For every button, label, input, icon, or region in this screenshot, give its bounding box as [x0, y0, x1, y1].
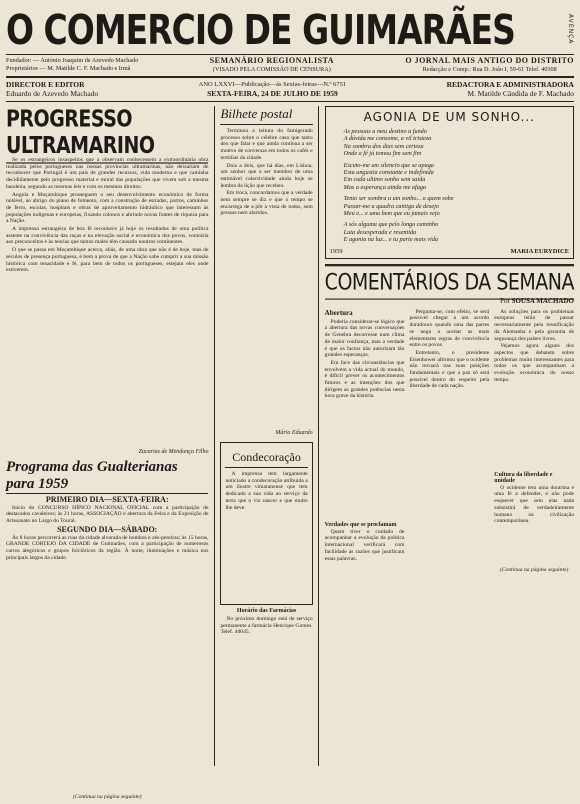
- poem-line: Onde a fé já tomou fim sem fim: [343, 150, 422, 158]
- column-text: [325, 529, 405, 579]
- article-signature: Zacarias de Mendonça Filho: [138, 449, 209, 455]
- newspaper-page: [6, 4, 575, 800]
- article-paragraph: Angola e Moçambique prosseguem o seu desenvolvimento económico de forma notável, ao abrigo do plano de fomento, com a construção de estradas, portos, caminhos de ferro, escolas, hospitais e obras de aproveitamento hidráulico que interessam às populações indígenas e europeias, fixando colonos e abrindo novas fontes de riqueza para a Nação.: [6, 191, 209, 225]
- poem-footer: [330, 248, 569, 255]
- article-paragraph: A imprensa tem largamente noticiado a condecoração atribuída a um ilustre vimaranense que tem dedicado a sua vida ao serviço da terra que o viu nascer e que muito lhe deve.: [225, 471, 308, 511]
- comentarios-columns: [325, 309, 574, 579]
- poem-line: Tento ser sombra a um sonho... a quem sobe: [343, 195, 454, 203]
- article-condecoracao: [225, 471, 307, 601]
- middle-column: [215, 106, 318, 766]
- article-paragraph: Em troca, concordamos que a verdade nem sempre se diz e que o tempo se encarrega de a pôr à vista de todos, sem pressas nem alaridos.: [220, 190, 313, 217]
- poem-line: Em cada ultimo sonho sem saida: [343, 176, 426, 184]
- founder-line: Fundador: — António Joaquim de Azevedo Machado: [6, 57, 139, 64]
- left-column: [6, 106, 215, 800]
- poem-line: A sós alguma que pelo longo caminho: [343, 221, 439, 229]
- poem-line: A dúvida me consome, a vil tristeza: [343, 135, 432, 143]
- column-subheading: Verdades que se proclamam: [324, 521, 397, 528]
- director-name: Eduardo de Azevedo Machado: [6, 89, 99, 98]
- article-programa: [6, 497, 208, 792]
- article-paragraph: Vejamos agora alguns dos aspectos que debatem sobre problemas muito interessantes para todos os que acompanham a evolução económica do nosso tempo.: [494, 343, 575, 383]
- headline-comentarios: COMENTÁRIOS DA SEMANA: [325, 264, 574, 300]
- poem-line: Escuto-me um silencio que se apaga: [343, 161, 434, 169]
- comentarios-col-3: [494, 309, 574, 579]
- oldest-label: O JORNAL MAIS ANTIGO DO DISTRITO: [405, 56, 574, 65]
- comentarios-col-2: [409, 309, 489, 579]
- day-text: Às 8 horas percorrerá as ruas da cidade alvorada de bombos e zés-pereiras; às 15 horas, GRANDE CORTEJO DA CIDADE de Guimarães, com a participação de numerosos carros alegóricos e grupos folclóricos da região. À noite, iluminações e música nos principais largos da cidade.: [6, 534, 209, 561]
- poem-stanza: [344, 128, 569, 158]
- article-paragraph: Poderia considerar-se lógico que a abertura das novas conversações de Genebra decorresse num clima de maior confiança, mas a verdade é que os factos não autorizam tão grandes esperanças.: [324, 318, 405, 359]
- article-paragraph: As soluções para os problemas europeus terão de passar necessariamente pela reunificação da Alemanha e pela garantia de segurança dos países livres.: [494, 308, 575, 342]
- weekly-label: SEMANÁRIO REGIONALISTA: [209, 56, 335, 65]
- administrator-label: REDACTORA E ADMINISTRADORA: [446, 80, 574, 89]
- publication-info: [6, 55, 574, 78]
- article-paragraph: A imprensa estrangeira de boa fé reconhece já hoje os resultados de uma política assente na convivência das raças e na elevação social e económica dos povos, contrária aos preconceitos e às teorias que tantos males têm causado noutros continentes.: [6, 226, 209, 246]
- director-label: DIRECTOR E EDITOR: [6, 80, 85, 89]
- headline-farmacias: Horário das Farmácias: [236, 608, 297, 614]
- continues-note: (Continua na página seguinte): [499, 566, 569, 573]
- article-paragraph: Dois a dois, que há dias, em Lisboa, um senhor que a ser membro de uma estimável colectividade ainda hoje se lembra da lição que recebeu.: [220, 162, 313, 189]
- poem-line: Luta desesperada e resentida: [343, 228, 417, 236]
- administrator-name: M. Matilde Cândida de F. Machado: [467, 89, 574, 98]
- article-paragraph: Quem tiver o cuidado de acompanhar a evolução da política internacional verificará com facilidade as razões que justificam estas palavras.: [324, 528, 405, 562]
- day-heading: SEGUNDO DIA—SÁBADO:: [57, 524, 158, 534]
- byline-author: SOUSA MACHADO: [511, 296, 574, 305]
- poem-line: Meu e... e uma bem que eu jamais vejo: [343, 210, 440, 218]
- poem-line: Esta angustia constante e indefinida: [343, 169, 434, 177]
- day-text: Início do CONCURSO HÍPICO NACIONAL OFICIAL com a participação de destacados cavaleiros; às 21 horas, ASSOCIAÇÃO e abertura da Feira e da Exposição de Artesanato no Largo do Toural.: [6, 504, 209, 525]
- article-signature: Mário Eduardo: [275, 430, 313, 436]
- poem-line: Mas a esperança ainda me afaga: [343, 183, 426, 191]
- article-bilhete: [220, 128, 312, 428]
- article-paragraph: O que se passa em Moçambique acerca, aliás, de uma obra que não é de hoje, mas de séculos de presença portuguesa, é bem a prova de que a Nação sabe cumprir a sua missão histórica com tenacidade e fé, para bem de todos os portugueses, estejam eles onde estiverem.: [6, 247, 209, 274]
- column-text: [494, 485, 574, 565]
- article-progresso: [6, 157, 208, 447]
- headline-condecoracao: Condecoração: [225, 450, 307, 468]
- article-paragraph: O ocidente tem uma doutrina e uma fé a defender, e não pode esquecer que sem elas nada subsistirá de verdadeiramente humano na civilização contemporânea.: [494, 484, 575, 525]
- poem-line: As pessoas a meu destino a fundo: [343, 128, 427, 135]
- article-paragraph: Terminou a leitura do famigerado processo sobre o célebre caso que tanto deu que falar e que ainda continua a ser motivo de conversas em todos os cafés e tertúlias da cidade.: [220, 128, 313, 161]
- article-paragraph: Entretanto, o presidente Eisenhower afirmou que o ocidente não recuará nas suas posições fundamentais e que a paz só será possível dentro do respeito pela liberdade de cada nação.: [409, 349, 490, 390]
- owners-line: Proprietários — M. Matilde C. F. Machado e Irmã: [6, 65, 131, 72]
- headline-bilhete: Bilhete postal: [220, 106, 312, 125]
- poem-line: E agonia na luz... e tu parte mais vida: [343, 236, 439, 244]
- editorial-info: [6, 78, 574, 102]
- masthead-side-text: AVENÇA: [567, 13, 574, 45]
- censorship-line: (VISADO PELA COMISSÃO DE CENSURA): [212, 66, 331, 73]
- poem-line: Passar-me a quadra cantiga de desejo: [343, 202, 439, 210]
- poem-author: MARIA EURYDICE: [510, 247, 569, 255]
- continues-note: (Continua na página seguinte): [72, 794, 142, 800]
- article-paragraph: No próximo domingo está de serviço permanente a farmácia Henrique Gomes. Telef. 40045.: [220, 616, 313, 636]
- column-text: [325, 319, 405, 519]
- weekly-block: [210, 57, 334, 74]
- right-column: [319, 106, 574, 766]
- founders-block: [6, 57, 138, 74]
- poem-title: AGONIA DE UM SONHO...: [363, 110, 535, 124]
- newspaper-title: O COMERCIO DE GUIMARÃES: [6, 4, 515, 54]
- column-text: [409, 309, 489, 577]
- issue-line: ANO LXXVI—Publicação—às Sextas-feiras—N.º 6751: [198, 81, 347, 88]
- article-paragraph: Se os estrangeiros insuspeitos que a observam conhecessem a extraordinária obra realizada pelos portugueses nas nossas províncias ultramarinas, não deixariam de reconhecer que Portugal é um país de grandes recursos, vida moderna e que caminha decididamente pelo progresso material e moral das populações que vivem sob a mesma bandeira, segundo as mesmas leis e com os mesmos direitos.: [6, 157, 209, 190]
- poem-stanza: [344, 195, 569, 217]
- poem-line: Na sombra dos dias sem certeza: [343, 142, 424, 150]
- administrator-block: [447, 80, 574, 98]
- poem-box: [325, 106, 574, 259]
- masthead: [6, 4, 574, 55]
- article-farmacias: [220, 616, 312, 676]
- poem-stanza: [344, 162, 569, 192]
- article-paragraph: Pergunta-se, com efeito, se será possível chegar a um acordo duradouro quando uma das partes se nega a aceitar as mais elementares regras de convivência entre os povos.: [409, 308, 490, 349]
- issue-block: [199, 80, 347, 99]
- byline-prefix: Por: [500, 296, 510, 305]
- issue-date: SEXTA-FEIRA, 24 DE JULHO DE 1959: [207, 89, 338, 98]
- page-body: [6, 106, 575, 800]
- comentarios-col-1: [325, 309, 405, 579]
- headline-progresso: PROGRESSO ULTRAMARINO: [6, 106, 208, 164]
- poem-stanza: [344, 221, 569, 243]
- oldest-block: [405, 57, 574, 74]
- condecoracao-box: [220, 442, 312, 605]
- director-block: [6, 80, 98, 98]
- poem-year: 1959: [329, 247, 343, 255]
- headline-programa: Programa das Gualterianas para 1959: [6, 459, 208, 494]
- day-heading: PRIMEIRO DIA—SEXTA-FEIRA:: [45, 495, 169, 504]
- column-heading: Abertura: [324, 308, 353, 317]
- article-paragraph: Em face das circunstâncias que envolvem a vida actual do mundo, é difícil prever os acontecimentos futuros e as intenções dos que dirigem as grandes potências nesta hora grave da história.: [324, 359, 405, 400]
- column-subheading: Cultura da liberdade e unidade: [494, 471, 553, 484]
- address-line: Redacção e Comp.: Rua D. João I, 59-61 Telef. 40308: [422, 66, 557, 73]
- column-text: [494, 309, 574, 469]
